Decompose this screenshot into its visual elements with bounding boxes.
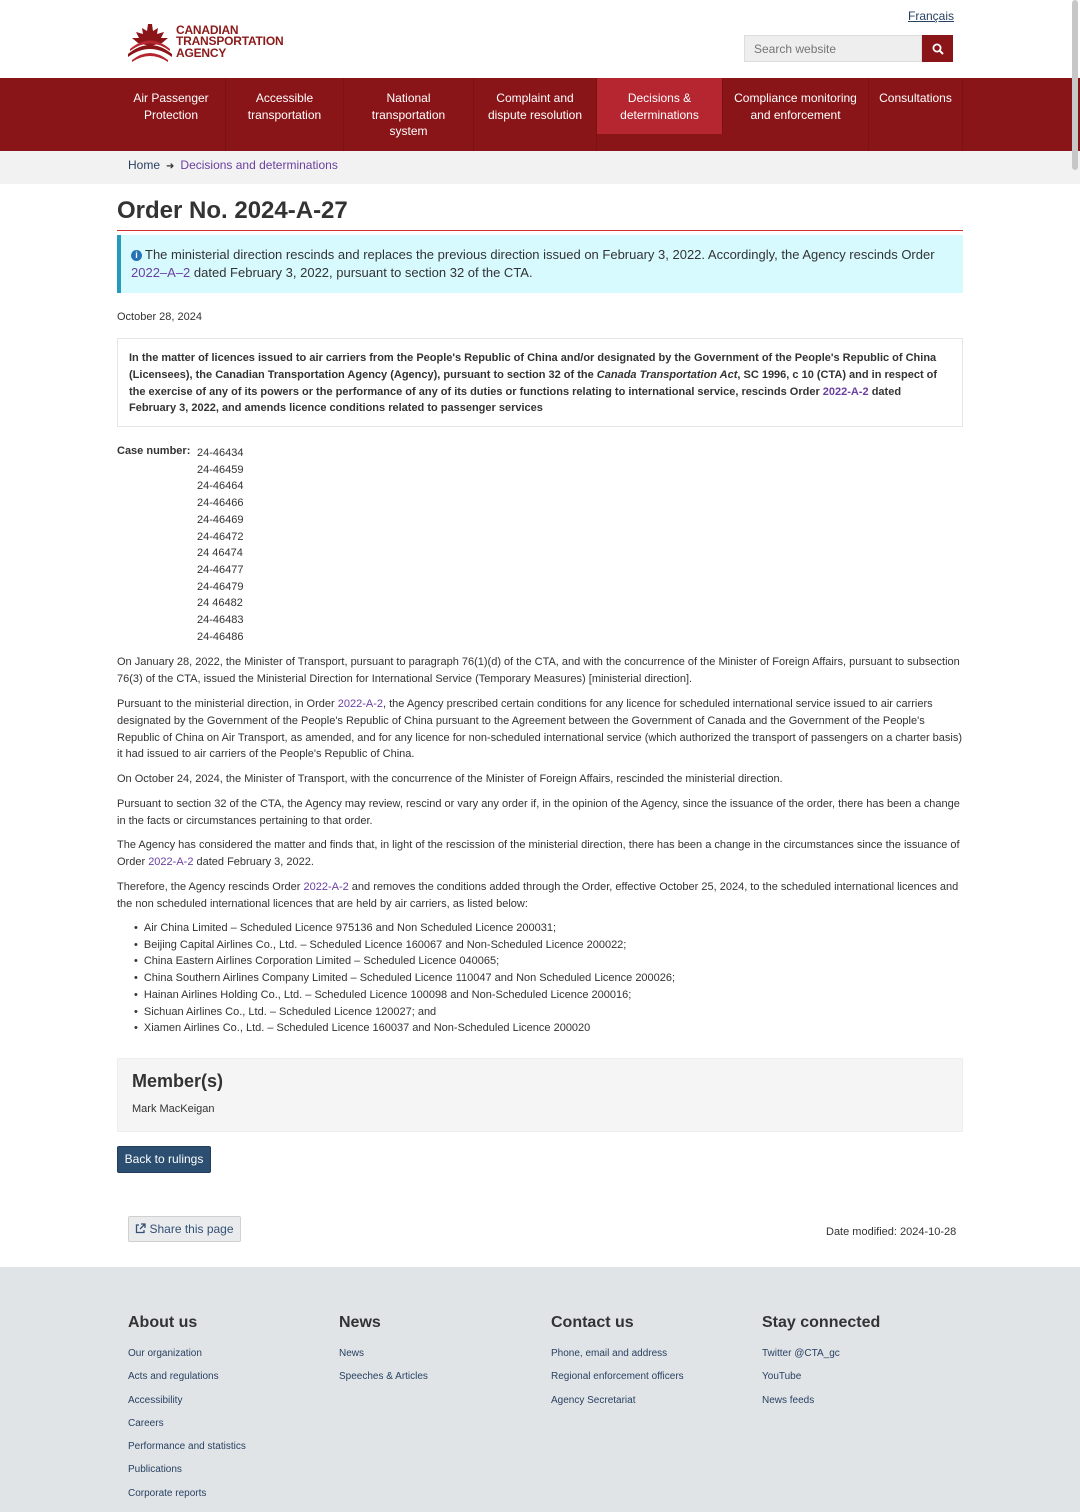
footer-heading: News — [339, 1314, 381, 1331]
footer-link[interactable]: Speeches & Articles — [339, 1371, 428, 1383]
list-item: • Xiamen Airlines Co., Ltd. – Scheduled Licence 160037 and Non-Scheduled Licence 200020 — [134, 1020, 675, 1037]
footer-heading: Stay connected — [762, 1314, 881, 1331]
paragraph-4: Pursuant to section 32 of the CTA, the Agency may review, rescind or vary any order if, in the opinion of the Agency, since the issuance of the order, there has been a change in the facts or circumstances pertaining to that order. — [117, 798, 960, 827]
nav-label-line: National — [386, 91, 431, 105]
arrow-right-icon: ➜ — [166, 161, 175, 172]
nav-item-compliance-monitoring[interactable] — [723, 78, 869, 151]
case-number-list — [197, 445, 244, 645]
footer-link[interactable]: Performance and statistics — [128, 1441, 246, 1453]
site-footer — [0, 1267, 1080, 1512]
case-number: 24-46464 — [197, 480, 244, 493]
search-button[interactable] — [922, 35, 953, 62]
list-item: • China Southern Airlines Company Limited – Scheduled Licence 110047 and Non Scheduled Licence 200026; — [134, 970, 675, 987]
footer-link[interactable]: Regional enforcement officers — [551, 1371, 684, 1383]
matter-text: dated February 3, 2022, and amends licence conditions related to passenger services — [129, 385, 902, 415]
paragraph-2 — [117, 696, 967, 763]
paragraph-text: Pursuant to the ministerial direction, in Order — [117, 698, 338, 710]
members-panel — [117, 1058, 963, 1132]
paragraph-text: Therefore, the Agency rescinds Order — [117, 881, 304, 893]
nav-label-line: determinations — [620, 107, 699, 122]
wordmark-line-2: TRANSPORTATION — [176, 34, 284, 49]
nav-label-line: Complaint and — [496, 91, 574, 105]
paragraph-5 — [117, 837, 967, 871]
nav-label-line: transportation — [247, 107, 322, 122]
search-icon — [932, 43, 944, 55]
nav-label-line: Compliance monitoring — [734, 91, 857, 105]
info-alert — [117, 235, 963, 293]
paragraph-text: dated February 3, 2022. — [193, 855, 314, 868]
search-form — [744, 35, 953, 62]
paragraph-text: The Agency has considered the matter and finds that, in light of the rescission of the ministerial direction, there has been a change in the circumstances since the issuance of Order — [117, 839, 960, 868]
footer-link[interactable]: Our organization — [128, 1348, 202, 1359]
footer-heading: About us — [128, 1314, 198, 1331]
matter-text: In the matter of licences issued to air carriers from the People's Republic of China and/or designated by the Government of the People's Republic of China (Licensees), the Canadian Transportation Agency (Agency), pursuant to section 32 of the — [129, 352, 937, 381]
matter-summary-box — [117, 338, 963, 427]
footer-link[interactable]: Publications — [128, 1464, 182, 1476]
alert-order-link[interactable]: 2022–A–2 — [131, 265, 191, 280]
scrollbar-thumb[interactable] — [1072, 0, 1078, 170]
paragraph-order-link[interactable]: 2022-A-2 — [337, 698, 383, 710]
member-name: Mark MacKeigan — [132, 1103, 215, 1115]
nav-label-line: dispute resolution — [487, 107, 583, 122]
paragraph-1: On January 28, 2022, the Minister of Transport, pursuant to paragraph 76(1)(d) of the CTA, and with the concurrence of the Minister of Foreign Affairs, pursuant to subsection 76(3) of the CTA, issued the Ministerial Direction for International Service (Temporary Measures) [ministerial direction]. — [117, 656, 960, 685]
search-input[interactable] — [744, 35, 922, 62]
nav-label-line: Decisions & — [627, 91, 692, 105]
paragraph-6 — [117, 879, 967, 913]
case-number-label: Case number: — [117, 445, 191, 457]
footer-link[interactable]: Twitter @CTA_gc — [762, 1348, 840, 1359]
footer-column-about — [128, 1314, 246, 1505]
footer-link[interactable]: Acts and regulations — [128, 1371, 219, 1383]
footer-link[interactable]: Phone, email and address — [551, 1348, 668, 1359]
case-number: 24-46483 — [197, 614, 244, 627]
nav-label-line: Air Passenger — [133, 91, 209, 105]
site-header — [0, 0, 1080, 78]
paragraph-order-link[interactable]: 2022-A-2 — [148, 855, 194, 868]
agency-logo[interactable] — [126, 22, 283, 62]
nav-item-national-transportation-system[interactable] — [344, 78, 474, 151]
list-item: • Beijing Capital Airlines Co., Ltd. – Scheduled Licence 160067 and Non-Scheduled Licence 200022; — [134, 937, 675, 954]
footer-link[interactable]: News — [339, 1348, 365, 1359]
nav-item-complaint-and-dispute-resolution[interactable] — [474, 78, 597, 151]
case-number: 24-46434 — [197, 447, 244, 459]
back-to-rulings-button[interactable]: Back to rulings — [117, 1146, 211, 1173]
nav-label-line: system — [389, 124, 428, 138]
language-toggle-link[interactable]: Français — [908, 9, 955, 23]
case-number: 24-46469 — [197, 513, 244, 526]
nav-label-line: Protection — [143, 107, 199, 122]
case-number: 24-46486 — [197, 630, 244, 643]
nav-item-consultations[interactable] — [869, 78, 963, 151]
footer-column-stay-connected — [762, 1314, 880, 1412]
share-label: Share this page — [149, 1222, 234, 1236]
case-number: 24-46477 — [197, 563, 244, 576]
nav-label-line: and enforcement — [750, 107, 841, 122]
alert-text: The ministerial direction rescinds and replaces the previous direction issued on February 3, 2022. Accordingly, the Agency rescinds Order — [145, 247, 935, 262]
breadcrumb-decisions-link[interactable]: Decisions and determinations — [180, 158, 338, 172]
page-title: Order No. 2024-A-27 — [117, 197, 348, 224]
alert-text: dated February 3, 2022, pursuant to section 32 of the CTA. — [190, 265, 533, 280]
paragraph-text: and removes the conditions added through the Order, effective October 25, 2024, to the scheduled international licences and the non scheduled international licences that are held by air carriers, as listed below: — [117, 881, 959, 910]
matter-order-link[interactable]: 2022-A-2 — [822, 385, 869, 398]
list-item: • Air China Limited – Scheduled Licence 975136 and Non Scheduled Licence 200031; — [134, 920, 675, 937]
main-navigation — [0, 78, 1080, 151]
list-item: • Hainan Airlines Holding Co., Ltd. – Scheduled Licence 100098 and Non-Scheduled Licence 200016; — [134, 987, 675, 1004]
paragraph-3: On October 24, 2024, the Minister of Transport, with the concurrence of the Minister of Foreign Affairs, rescinded the ministerial direction. — [117, 773, 783, 785]
wordmark-line-3: AGENCY — [176, 45, 227, 60]
footer-link[interactable]: Agency Secretariat — [551, 1394, 636, 1406]
share-icon — [135, 1223, 146, 1234]
footer-column-contact — [551, 1314, 684, 1412]
list-item: • China Eastern Airlines Corporation Limited – Scheduled Licence 040065; — [134, 953, 675, 970]
footer-heading: Contact us — [551, 1314, 634, 1331]
wordmark-line-1: CANADIAN — [176, 22, 239, 37]
footer-link[interactable]: Careers — [128, 1417, 164, 1429]
case-number: 24-46479 — [197, 580, 244, 593]
share-page-button[interactable] — [128, 1216, 241, 1242]
footer-link[interactable]: Accessibility — [128, 1394, 183, 1406]
case-number: 24 46482 — [197, 597, 243, 610]
breadcrumb — [0, 151, 1080, 184]
nav-item-decisions-and-determinations[interactable] — [597, 78, 723, 134]
list-item: • Sichuan Airlines Co., Ltd. – Scheduled Licence 120027; and — [134, 1004, 675, 1021]
date-modified: Date modified: 2024-10-28 — [826, 1226, 957, 1238]
info-icon: i — [131, 250, 142, 261]
nav-label-line: transportation — [371, 107, 446, 122]
nav-label-line: Consultations — [879, 91, 952, 105]
maple-leaf-logo-icon — [126, 22, 174, 62]
footer-column-news — [339, 1314, 428, 1389]
footer-link[interactable]: Corporate reports — [128, 1487, 207, 1499]
case-number: 24-46472 — [197, 530, 244, 543]
paragraph-text: , the Agency prescribed certain conditions for any licence for scheduled international service issued to air carriers designated by the Government of the People's Republic of China pursuant to the Agreement between the Government of Canada and the Government of the People's Republic of China on Air Transport, as amended, and for any licence for non-scheduled international service (which authorized the transport of passengers on a charter basis) it had issued to air carriers of the People's Republic of China. — [117, 698, 963, 761]
nav-item-accessible-transportation[interactable] — [226, 78, 344, 151]
matter-text: , SC 1996, c 10 (CTA) and in respect of the exercise of any of its powers or the performance of any of its duties or functions relating to international service, rescinds Order — [129, 368, 938, 398]
agency-wordmark — [176, 22, 284, 60]
footer-link[interactable]: YouTube — [762, 1371, 802, 1383]
title-underline — [117, 230, 963, 231]
order-date: October 28, 2024 — [117, 311, 203, 323]
case-number: 24-46466 — [197, 497, 244, 510]
members-heading: Member(s) — [132, 1071, 224, 1091]
footer-link[interactable]: News feeds — [762, 1394, 815, 1406]
case-number: 24 46474 — [197, 547, 243, 560]
licence-list — [134, 920, 675, 1037]
breadcrumb-home-link[interactable]: Home — [128, 158, 161, 172]
nav-label-line: Accessible — [255, 91, 314, 105]
case-number: 24-46459 — [197, 463, 244, 476]
act-name: Canada Transportation Act — [596, 368, 738, 381]
nav-item-air-passenger-protection[interactable] — [117, 78, 226, 151]
paragraph-order-link[interactable]: 2022-A-2 — [303, 881, 349, 893]
